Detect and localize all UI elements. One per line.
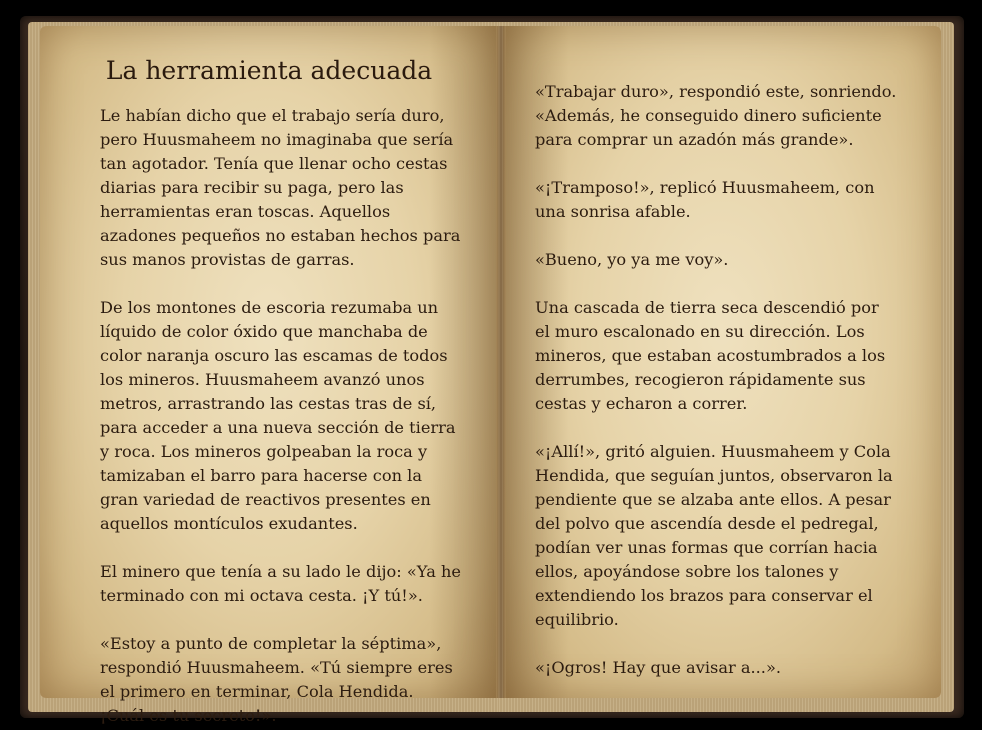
paragraph: Le habían dicho que el trabajo sería duro, pero Huusmaheem no imaginaba que sería tan agotador. Tenía que llenar ocho cestas diarias para recibir su paga, pero las herramientas eran toscas. Aquellos azadones pequeños no estaban hechos para sus manos provistas de garras.	[100, 106, 461, 269]
paragraph: «¡Tramposo!», replicó Huusmaheem, con una sonrisa afable.	[535, 178, 875, 221]
book-spine	[496, 26, 506, 698]
paragraph: Una cascada de tierra seca descendió por el muro escalonado en su dirección. Los mineros, que estaban acostumbrados a los derrumbes, recogieron rápidamente sus cestas y echaron a correr.	[535, 298, 886, 413]
paragraph: «¡Ogros! Hay que avisar a...».	[535, 658, 782, 677]
left-page	[40, 26, 498, 725]
paragraph: El minero que tenía a su lado le dijo: «Ya he terminado con mi octava cesta. ¡Y tú!».	[100, 562, 461, 605]
left-page-text	[100, 104, 462, 730]
paragraph: «¡Allí!», gritó alguien. Huusmaheem y Cola Hendida, que seguían juntos, observaron la pendiente que se alzaba ante ellos. A pesar del polvo que ascendía desde el pedregal, podían ver unas formas que corrían hacia ellos, apoyándose sobre los talones y extendiendo los brazos para conservar el equilibrio.	[535, 442, 893, 629]
right-page	[503, 26, 941, 698]
paragraph: «Bueno, yo ya me voy».	[535, 250, 729, 269]
right-page-text	[535, 80, 897, 704]
book-title: La herramienta adecuada	[105, 56, 433, 85]
paragraph: «Estoy a punto de completar la séptima», respondió Huusmaheem. «Tú siempre eres el primero en terminar, Cola Hendida. ¡Cuál es tu secreto!».	[100, 634, 453, 725]
paragraph: De los montones de escoria rezumaba un líquido de color óxido que manchaba de color naranja oscuro las escamas de todos los mineros. Huusmaheem avanzó unos metros, arrastrando las cestas tras de sí, para acceder a una nueva sección de tierra y roca. Los mineros golpeaban la roca y tamizaban el barro para hacerse con la gran variedad de reactivos presentes en aquellos montículos exudantes.	[100, 298, 456, 533]
paragraph: «Trabajar duro», respondió este, sonriendo. «Además, he conseguido dinero suficiente para comprar un azadón más grande».	[535, 82, 897, 149]
